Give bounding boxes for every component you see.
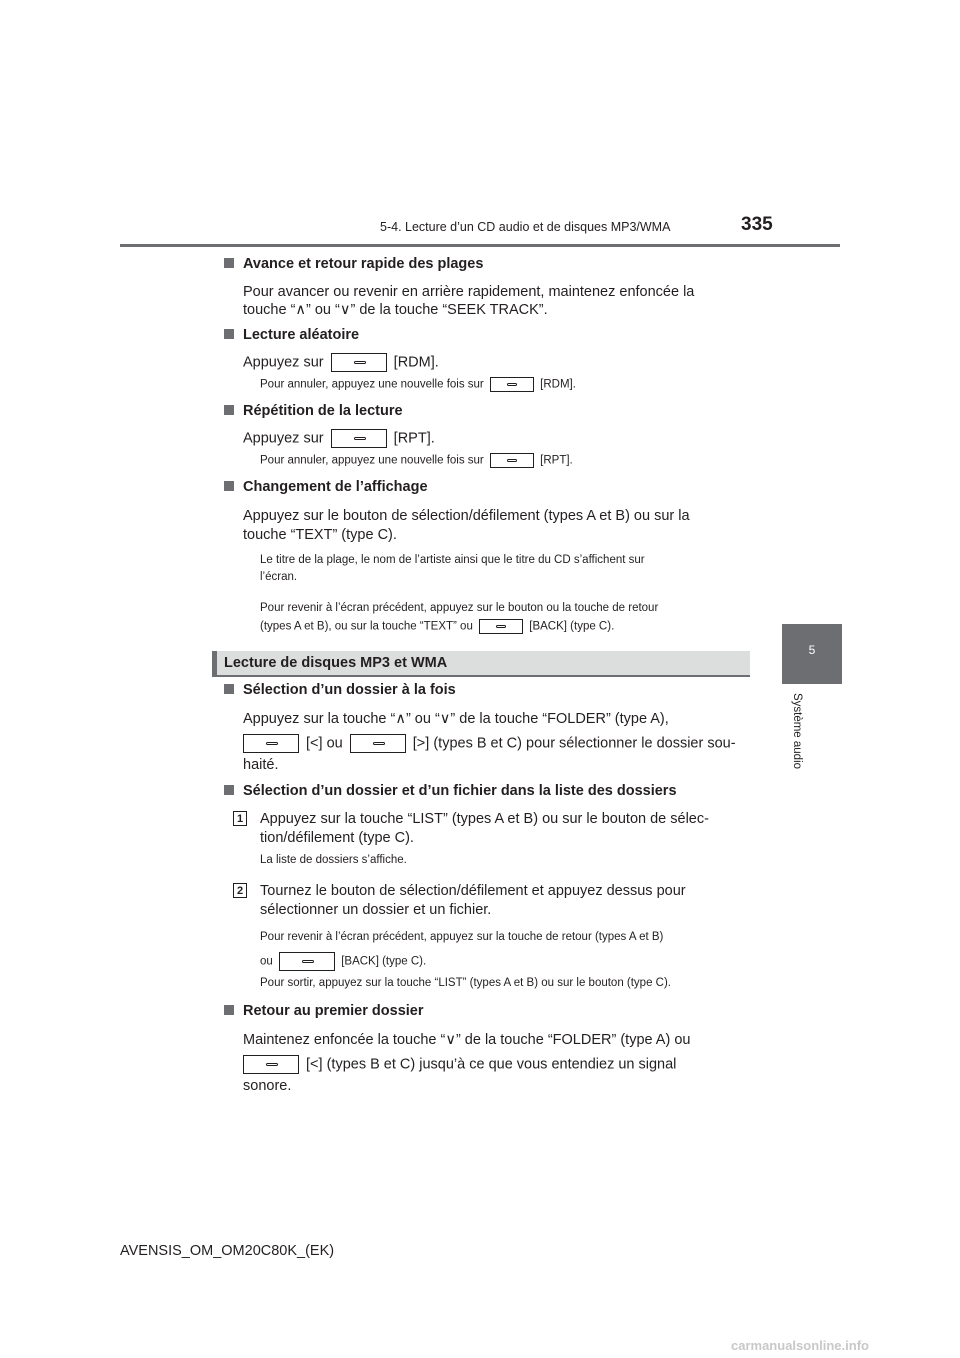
list-note-3: Pour sortir, appuyez sur la touche “LIST” (types A et B) ou sur le bouton (type C). xyxy=(260,977,672,989)
preset-button-icon xyxy=(331,429,387,448)
first-line-1: Maintenez enfoncée la touche “∨” de la touche “FOLDER” (type A) ou xyxy=(243,1032,691,1048)
step-2-line-1: Tournez le bouton de sélection/défilement et appuyez dessus pour xyxy=(260,883,686,899)
preset-button-icon xyxy=(490,453,534,468)
bullet-square-icon xyxy=(224,684,234,694)
step-2-line-2: sélectionner un dossier et un fichier. xyxy=(260,902,492,918)
heading-folder-list: Sélection d’un dossier et d’un fichier dans la liste des dossiers xyxy=(224,783,677,799)
step-2-badge: 2 xyxy=(233,883,247,898)
heading-random: Lecture aléatoire xyxy=(224,327,359,343)
preset-button-icon xyxy=(490,377,534,392)
bullet-square-icon xyxy=(224,258,234,268)
list-note-1: Pour revenir à l’écran précédent, appuyez sur la touche de retour (types A et B) xyxy=(260,931,664,943)
heading-first-folder: Retour au premier dossier xyxy=(224,1003,424,1019)
disp-line-1: Appuyez sur le bouton de sélection/défilement (types A et B) ou sur la xyxy=(243,508,690,524)
ff-line-2: touche “∧” ou “∨” de la touche “SEEK TRACK”. xyxy=(243,302,548,318)
preset-button-icon xyxy=(331,353,387,372)
preset-button-icon xyxy=(243,734,299,753)
folder-line-1: Appuyez sur la touche “∧” ou “∨” de la touche “FOLDER” (type A), xyxy=(243,711,669,727)
folder-line-3: haité. xyxy=(243,757,279,773)
disp-note-2b: (types A et B), ou sur la touche “TEXT” ou [BACK] (type C). xyxy=(260,620,615,633)
heading-repeat: Répétition de la lecture xyxy=(224,403,403,419)
disp-note-1a: Le titre de la plage, le nom de l’artiste ainsi que le titre du CD s’affichent sur xyxy=(260,554,645,566)
step-1-note: La liste de dossiers s’affiche. xyxy=(260,854,407,866)
disp-note-1b: l’écran. xyxy=(260,571,298,583)
folder-line-2: [<] ou [>] (types B et C) pour sélectionner le dossier sou- xyxy=(243,734,736,753)
heading-folder: Sélection d’un dossier à la fois xyxy=(224,682,456,698)
preset-button-icon xyxy=(243,1055,299,1074)
ff-line-1: Pour avancer ou revenir en arrière rapidement, maintenez enfoncée la xyxy=(243,284,695,300)
back-button-icon xyxy=(479,619,523,634)
rdm-instruction: Appuyez sur [RDM]. xyxy=(243,354,439,371)
watermark: carmanualsonline.info xyxy=(731,1338,869,1353)
header-divider xyxy=(120,244,840,247)
first-line-2: [<] (types B et C) jusqu’à ce que vous entendiez un signal xyxy=(243,1055,676,1074)
bullet-square-icon xyxy=(224,785,234,795)
rpt-note: Pour annuler, appuyez une nouvelle fois sur [RPT]. xyxy=(260,454,573,467)
document-code: AVENSIS_OM_OM20C80K_(EK) xyxy=(120,1243,335,1259)
step-1-line-2: tion/défilement (type C). xyxy=(260,830,414,846)
heading-fast-forward: Avance et retour rapide des plages xyxy=(224,256,483,272)
page-number: 335 xyxy=(741,214,773,235)
chapter-label-wrap xyxy=(790,690,804,780)
disp-line-2: touche “TEXT” (type C). xyxy=(243,527,397,543)
preset-button-icon xyxy=(350,734,406,753)
section-title: 5-4. Lecture d’un CD audio et de disques MP3/WMA xyxy=(380,220,671,234)
first-line-3: sonore. xyxy=(243,1078,292,1094)
chapter-tab: 5 xyxy=(782,624,842,684)
heading-display: Changement de l’affichage xyxy=(224,479,428,495)
step-1-badge: 1 xyxy=(233,811,247,826)
disp-note-2a: Pour revenir à l’écran précédent, appuyez sur le bouton ou la touche de retour xyxy=(260,602,659,614)
rdm-note: Pour annuler, appuyez une nouvelle fois sur [RDM]. xyxy=(260,378,576,391)
section-heading: Lecture de disques MP3 et WMA xyxy=(224,655,448,671)
bullet-square-icon xyxy=(224,405,234,415)
step-1-line-1: Appuyez sur la touche “LIST” (types A et B) ou sur le bouton de sélec- xyxy=(260,811,709,827)
bullet-square-icon xyxy=(224,1005,234,1015)
back-button-icon xyxy=(279,952,335,971)
chapter-label: Système audio xyxy=(791,692,803,770)
bullet-square-icon xyxy=(224,329,234,339)
list-note-2: ou [BACK] (type C). xyxy=(260,952,426,971)
bullet-square-icon xyxy=(224,481,234,491)
rpt-instruction: Appuyez sur [RPT]. xyxy=(243,430,435,447)
